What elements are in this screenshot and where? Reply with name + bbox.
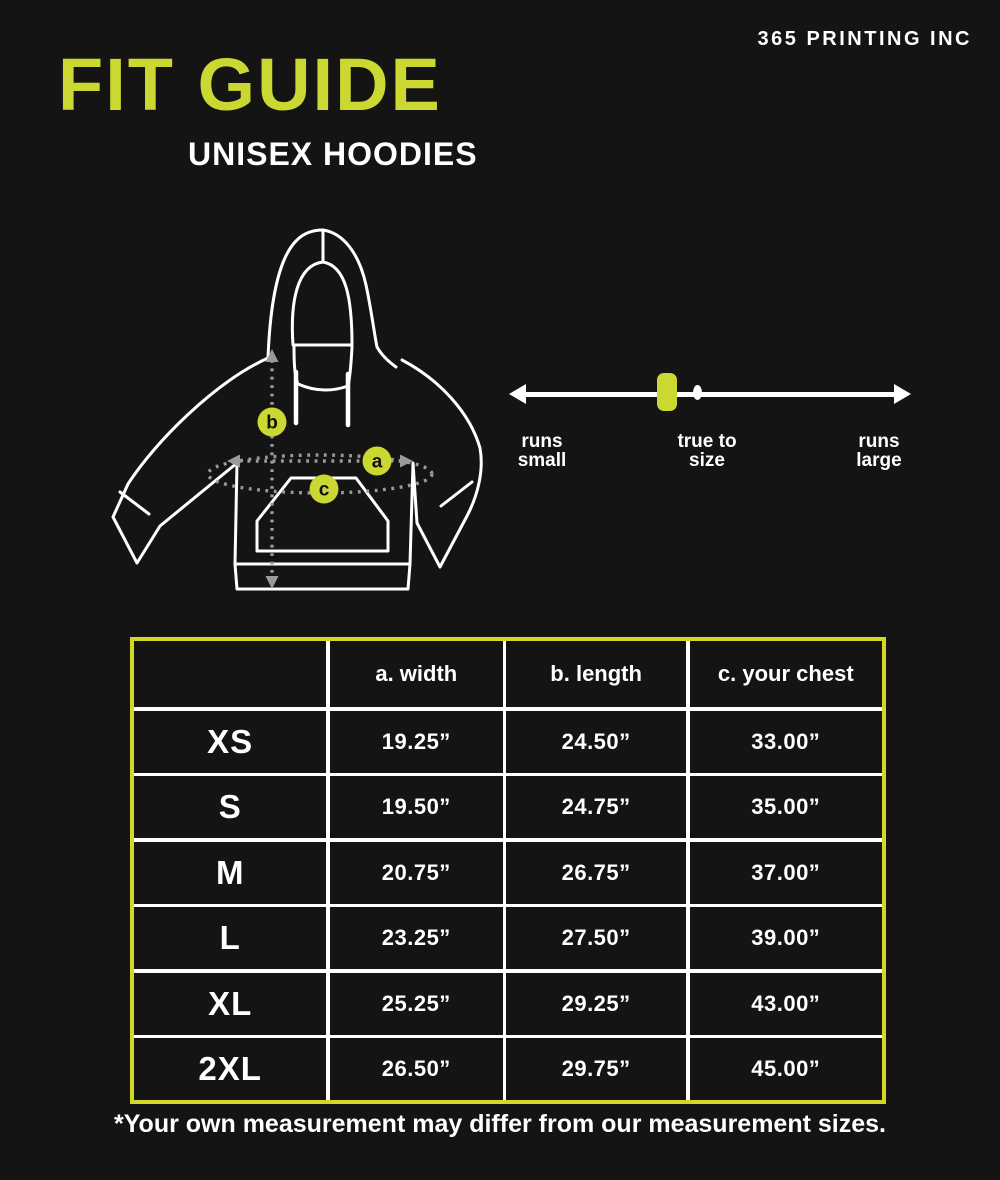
left-cuff-line	[120, 492, 149, 514]
scale-arrow-right-icon	[894, 384, 911, 404]
width-value: 26.50”	[330, 1038, 503, 1100]
scale-label-runs-small	[487, 432, 597, 470]
corner-cell	[134, 641, 326, 707]
col-header-length: b. length	[506, 641, 686, 707]
col-header-chest: c. your chest	[690, 641, 882, 707]
length-value: 24.75”	[506, 776, 686, 838]
drawstrings	[296, 372, 348, 425]
scale-line	[519, 392, 901, 397]
fit-scale	[505, 368, 915, 478]
marker-b	[258, 408, 287, 437]
marker-a	[363, 447, 392, 476]
marker-a-letter: a	[371, 451, 383, 473]
scale-label-line: size	[689, 450, 725, 471]
scale-label-line: runs	[521, 431, 563, 452]
length-value: 29.25”	[506, 973, 686, 1035]
chest-value: 35.00”	[690, 776, 882, 838]
footnote: *Your own measurement may differ from our measurement sizes.	[114, 1110, 886, 1138]
page-subtitle: UNISEX HOODIES	[188, 136, 478, 172]
brand-name: 365 PRINTING INC	[757, 28, 972, 50]
size-label: S	[134, 776, 326, 838]
scale-label-line: true to	[677, 431, 737, 452]
size-label: XL	[134, 973, 326, 1035]
scale-label-line: small	[517, 450, 567, 471]
scale-dot-icon	[693, 385, 702, 400]
size-chart-table	[130, 637, 886, 1104]
scale-arrow-left-icon	[509, 384, 526, 404]
marker-b-letter: b	[266, 412, 278, 434]
chest-value: 39.00”	[690, 907, 882, 969]
scale-label-runs-large	[824, 432, 934, 470]
hood-face-opening	[292, 262, 352, 345]
size-label: L	[134, 907, 326, 969]
size-label: XS	[134, 711, 326, 773]
hood-neckline	[294, 347, 352, 390]
right-cuff-line	[441, 482, 472, 506]
length-value: 27.50”	[506, 907, 686, 969]
chest-value: 45.00”	[690, 1038, 882, 1100]
length-value: 29.75”	[506, 1038, 686, 1100]
true-to-size-marker	[657, 373, 677, 411]
scale-label-line: large	[856, 450, 902, 471]
width-value: 20.75”	[330, 842, 503, 904]
arrow-right-icon	[400, 455, 413, 468]
col-header-width: a. width	[330, 641, 503, 707]
size-label: M	[134, 842, 326, 904]
chest-value: 33.00”	[690, 711, 882, 773]
scale-label-true-to-size	[652, 432, 762, 470]
marker-c-letter: c	[318, 479, 330, 501]
length-value: 24.50”	[506, 711, 686, 773]
hoodie-diagram	[100, 220, 490, 598]
size-label: 2XL	[134, 1038, 326, 1100]
width-value: 19.50”	[330, 776, 503, 838]
width-value: 19.25”	[330, 711, 503, 773]
chest-value: 37.00”	[690, 842, 882, 904]
scale-label-line: runs	[858, 431, 900, 452]
length-value: 26.75”	[506, 842, 686, 904]
marker-c	[310, 475, 339, 504]
page-title: FIT GUIDE	[58, 43, 442, 126]
width-value: 25.25”	[330, 973, 503, 1035]
width-value: 23.25”	[330, 907, 503, 969]
chest-value: 43.00”	[690, 973, 882, 1035]
arrow-down-icon	[266, 576, 279, 589]
